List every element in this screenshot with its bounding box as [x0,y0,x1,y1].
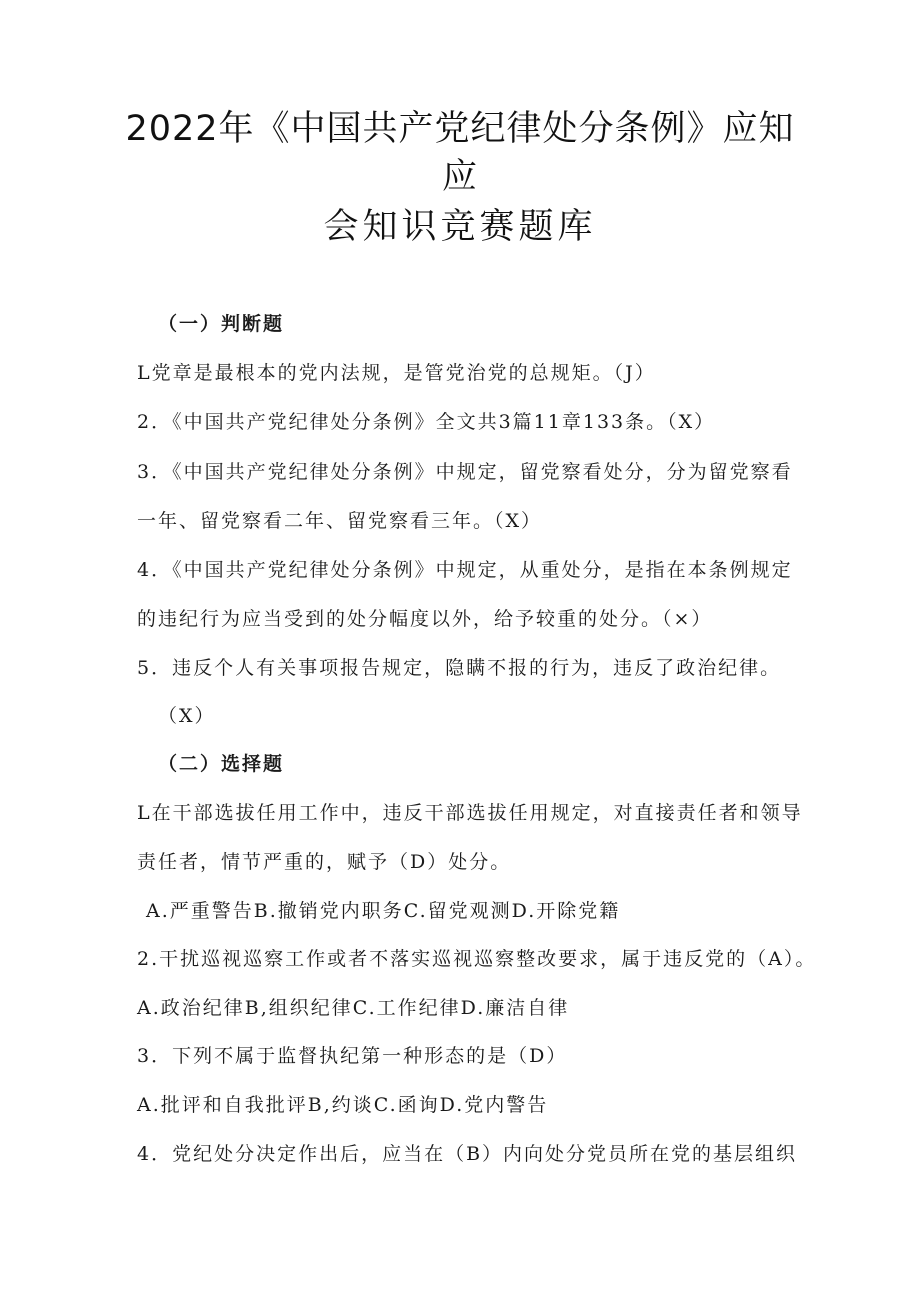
question-line: 4．《中国共产党纪律处分条例》中规定，从重处分，是指在本条例规定 [137,559,793,581]
question-line: 3．下列不属于监督执纪第一种形态的是（D） [137,1045,568,1067]
question-line: L党章是最根本的党内法规，是管党治党的总规矩。（J） [137,362,656,384]
question-line: 的违纪行为应当受到的处分幅度以外，给予较重的处分。（×） [137,608,713,630]
section-heading-multiple-choice: （二）选择题 [158,753,285,775]
answer-options: A.严重警告B.撤销党内职务C.留党观测D.开除党籍 [146,900,621,922]
answer-options: A.批评和自我批评B,约谈C.函询D.党内警告 [137,1094,549,1116]
question-line: （X） [158,705,216,727]
question-line: 责任者，情节严重的，赋予（D）处分。 [137,851,512,873]
question-line: 3．《中国共产党纪律处分条例》中规定，留党察看处分，分为留党察看 [137,461,793,483]
document-title-line-1: 2022年《中国共产党纪律处分条例》应知 [125,109,795,149]
question-line: L在干部选拔任用工作中，违反干部选拔任用规定，对直接责任者和领导 [137,802,803,824]
question-line: 4．党纪处分决定作出后，应当在（B）内向处分党员所在党的基层组织 [137,1143,798,1165]
document-title-line-2: 应 [441,157,478,197]
question-line: 2．《中国共产党纪律处分条例》全文共3篇11章133条。（X） [137,411,716,433]
document-title-line-3: 会知识竞赛题库 [323,207,597,247]
section-heading-true-false: （一）判断题 [158,313,285,335]
question-line: 一年、留党察看二年、留党察看三年。（X） [137,510,543,532]
question-line: 5．违反个人有关事项报告规定，隐瞒不报的行为，违反了政治纪律。 [137,657,782,679]
answer-options: A.政治纪律B,组织纪律C.工作纪律D.廉洁自律 [137,997,570,1019]
question-line: 2.干扰巡视巡察工作或者不落实巡视巡察整改要求，属于违反党的（A）。 [137,948,817,970]
